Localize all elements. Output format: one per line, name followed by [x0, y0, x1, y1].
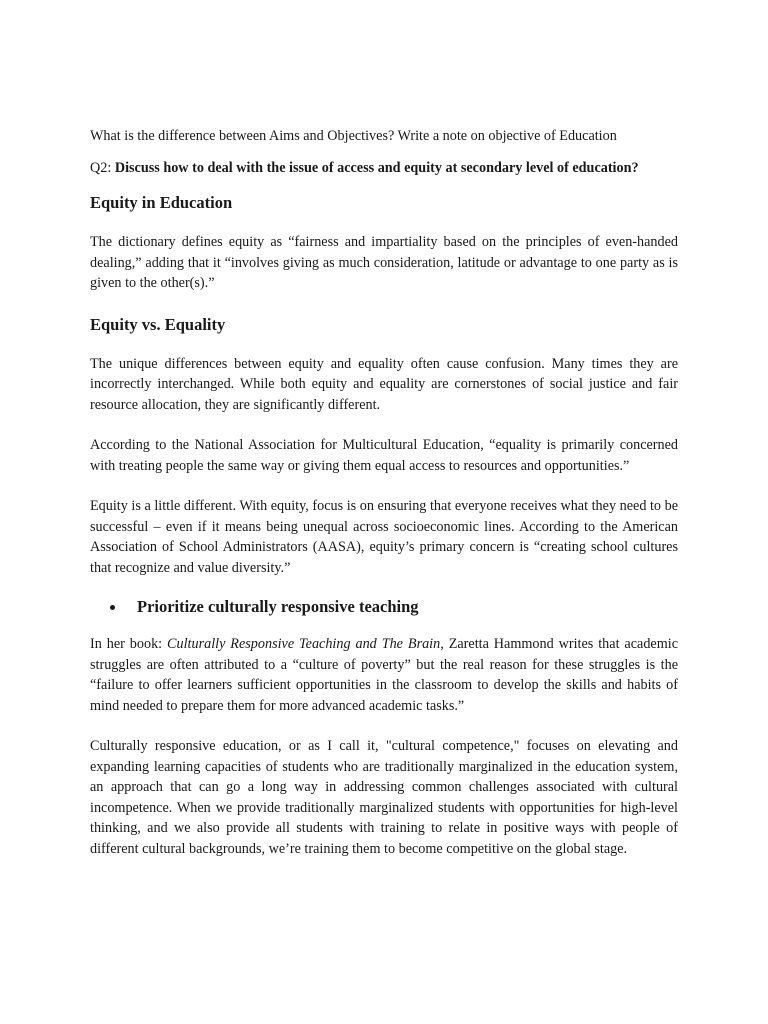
- q2-label: Q2:: [90, 159, 112, 176]
- bullet-icon: [110, 605, 115, 610]
- paragraph-cultural-competence: Culturally responsive education, or as I call it, "cultural competence," focuses on elevating and expanding learning capacities of students who are traditionally marginalized in the education system, an approach that can go a long way in addressing common challenges associated with cultural incompetence. When we provide traditionally marginalized students with opportunities for high-level thinking, and we also provide all students with training to relate in positive ways with people of different cultural backgrounds, we’re training them to become competitive on the global stage.: [90, 738, 678, 857]
- question-q2: [90, 158, 678, 179]
- paragraph-differences: The unique differences between equity and equality often cause confusion. Many times they are incorrectly interchanged. While both equity and equality are cornerstones of social justice and fair resource allocation, they are significantly different.: [90, 355, 678, 413]
- paragraph-equity-different: Equity is a little different. With equity, focus is on ensuring that everyone receives what they need to be successful – even if it means being unequal across socioeconomic lines. According to the American Association of School Administrators (AASA), equity’s primary concern is “creating school cultures that recognize and value diversity.”: [90, 498, 678, 576]
- paragraph-equity-definition: The dictionary defines equity as “fairness and impartiality based on the principles of even-handed dealing,” adding that it “involves giving as much consideration, latitude or advantage to one party as is given to the other(s).”: [90, 234, 678, 291]
- paragraph-book: [90, 634, 678, 716]
- book-title: Culturally Responsive Teaching and The Brain: [167, 636, 441, 652]
- book-para-rest: , Zaretta Hammond writes that academic struggles are often attributed to a “culture of poverty” but the real reason for these struggles is the “failure to offer learners sufficient opportunities in the classroom to develop the skills and habits of mind needed to prepare them for more advanced academic tasks.”: [90, 636, 678, 714]
- heading-equity-in-education: Equity in Education: [90, 193, 233, 212]
- bullet-heading-culturally-responsive: Prioritize culturally responsive teaching: [137, 597, 419, 616]
- book-para-prefix: In her book:: [90, 636, 168, 652]
- q2-text: Discuss how to deal with the issue of access and equity at secondary level of education?: [114, 159, 639, 176]
- intro-question: What is the difference between Aims and Objectives? Write a note on objective of Education: [90, 128, 617, 144]
- bullet-item: [90, 596, 678, 618]
- paragraph-name-quote: According to the National Association for Multicultural Education, “equality is primarily concerned with treating people the same way or giving them equal access to resources and opportunities.”: [90, 437, 678, 474]
- heading-equity-vs-equality: Equity vs. Equality: [90, 314, 226, 334]
